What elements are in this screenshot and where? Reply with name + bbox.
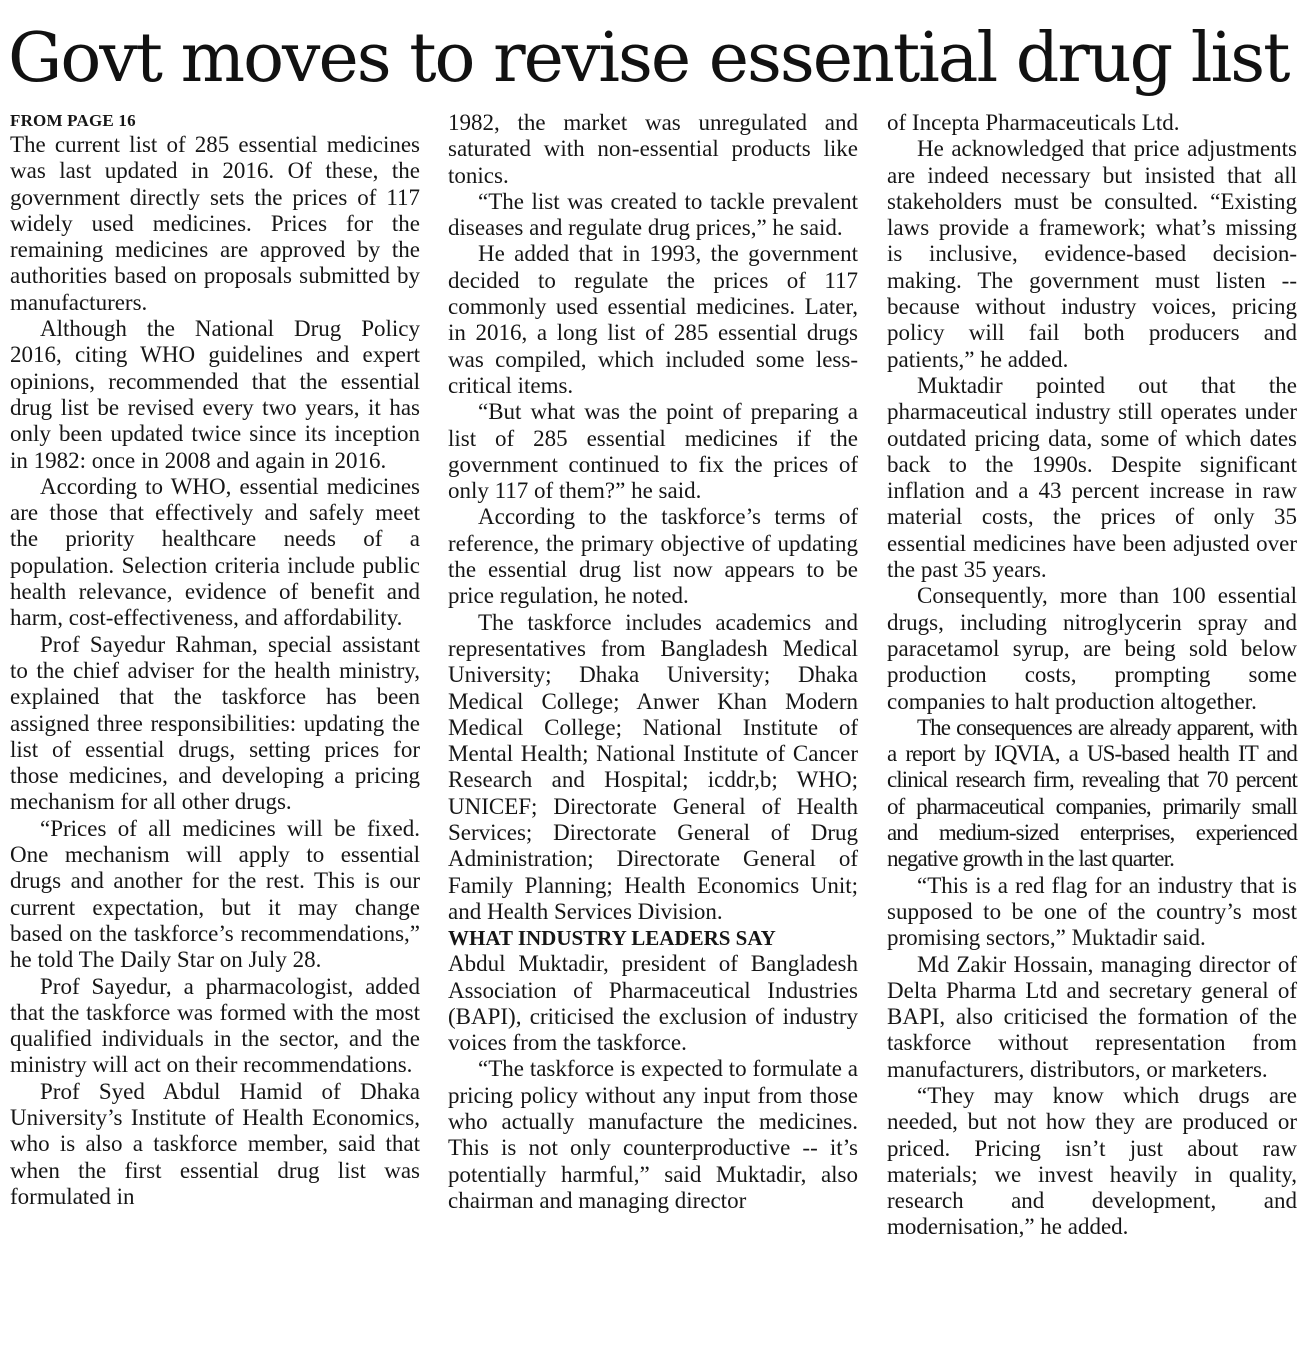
paragraph: According to the taskforce’s terms of reference, the primary objective of updating the essential drug list now appears to be price regulation, he noted. — [448, 504, 858, 609]
paragraph: Muktadir pointed out that the pharmaceutical industry still operates under outdated pricing data, some of which dates back to the 1990s. Despite significant inflation and a 43 percent increase in raw material costs, the prices of only 35 essential medicines have been adjusted over the past 35 years. — [887, 372, 1297, 583]
paragraph: Prof Sayedur Rahman, special assistant to the chief adviser for the health ministry, explained that the taskforce has been assigned three responsibilities: updating the list of essential drugs, setting prices for those medicines, and developing a pricing mechanism for all other drugs. — [10, 631, 420, 815]
paragraph: “This is a red flag for an industry that is supposed to be one of the country’s most promising sectors,” Muktadir said. — [887, 872, 1297, 951]
paragraph: “But what was the point of preparing a list of 285 essential medicines if the government continued to fix the prices of only 117 of them?” he said. — [448, 399, 858, 504]
paragraph: The current list of 285 essential medicines was last updated in 2016. Of these, the government directly sets the prices of 117 widely used medicines. Prices for the remaining medicines are approved by the authorities based on proposals submitted by manufacturers. — [10, 132, 420, 315]
headline: Govt moves to revise essential drug list — [8, 19, 1289, 98]
paragraph: According to WHO, essential medicines are those that effectively and safely meet the priority healthcare needs of a population. Selection criteria include public health relevance, evidence of benefit and harm, cost-effectiveness, and affordability. — [10, 473, 420, 631]
paragraph: “The taskforce is expected to formulate a pricing policy without any input from those who actually manufacture the medicines. This is not only counterproductive -- it’s potentially harmful,” said Muktadir, also chairman and managing director — [448, 1056, 858, 1213]
article-column-1 — [10, 110, 420, 1210]
paragraph: He acknowledged that price adjustments are indeed necessary but insisted that all stakeholders must be consulted. “Existing laws provide a framework; what’s missing is inclusive, evidence-based decision-making. The government must listen -- because without industry voices, pricing policy will fail both producers and patients,” he added. — [887, 136, 1297, 372]
paragraph: 1982, the market was unregulated and saturated with non-essential products like tonics. — [448, 110, 858, 188]
paragraph: Abdul Muktadir, president of Bangladesh Association of Pharmaceutical Industries (BAPI), criticised the exclusion of industry voices from the taskforce. — [448, 951, 858, 1056]
paragraph: Consequently, more than 100 essential drugs, including nitroglycerin spray and paracetamol syrup, are being sold below production costs, prompting some companies to halt production altogether. — [887, 583, 1297, 714]
paragraph: Prof Sayedur, a pharmacologist, added that the taskforce was formed with the most qualified individuals in the sector, and the ministry will act on their recommendations. — [10, 973, 420, 1078]
paragraph: “Prices of all medicines will be fixed. One mechanism will apply to essential drugs and another for the rest. This is our current expectation, but it may change based on the taskforce’s recommendations,” he told The Daily Star on July 28. — [10, 815, 420, 973]
paragraph: Prof Syed Abdul Hamid of Dhaka University’s Institute of Health Economics, who is also a taskforce member, said that when the first essential drug list was formulated in — [10, 1078, 420, 1209]
paragraph: The taskforce includes academics and representatives from Bangladesh Medical University; Dhaka University; Dhaka Medical College; Anwer Khan Modern Medical College; National Institute of Mental Health; National Institute of Cancer Research and Hospital; icddr,b; WHO; UNICEF; Directorate General of Health Services; Directorate General of Drug Administration; Directorate General of Family Planning; Health Economics Unit; and Health Services Division. — [448, 609, 858, 924]
paragraph: Md Zakir Hossain, managing director of Delta Pharma Ltd and secretary general of BAPI, also criticised the formation of the taskforce without representation from manufacturers, distributors, or marketers. — [887, 951, 1297, 1082]
paragraph: “The list was created to tackle prevalent diseases and regulate drug prices,” he said. — [448, 188, 858, 241]
article-column-2 — [448, 110, 858, 1214]
paragraph: of Incepta Pharmaceuticals Ltd. — [887, 110, 1180, 135]
subhead-industry-leaders: WHAT INDUSTRY LEADERS SAY — [448, 926, 776, 951]
article-column-3 — [887, 110, 1297, 1241]
paragraph: The consequences are already apparent, with a report by IQVIA, a US-based health IT and clinical research firm, revealing that 70 percent of pharmaceutical companies, primarily small and medium-sized enterprises, experienced negative growth in the last quarter. — [887, 714, 1297, 872]
kicker-from-page: FROM PAGE 16 — [10, 111, 136, 130]
paragraph: “They may know which drugs are needed, but not how they are produced or priced. Pricing isn’t just about raw materials; we invest heavily in quality, research and development, and modernisation,” he added. — [887, 1082, 1297, 1240]
paragraph: Although the National Drug Policy 2016, citing WHO guidelines and expert opinions, recommended that the essential drug list be revised every two years, it has only been updated twice since its inception in 1982: once in 2008 and again in 2016. — [10, 316, 420, 473]
paragraph: He added that in 1993, the government decided to regulate the prices of 117 commonly used essential medicines. Later, in 2016, a long list of 285 essential drugs was compiled, which included some less-critical items. — [448, 241, 858, 398]
